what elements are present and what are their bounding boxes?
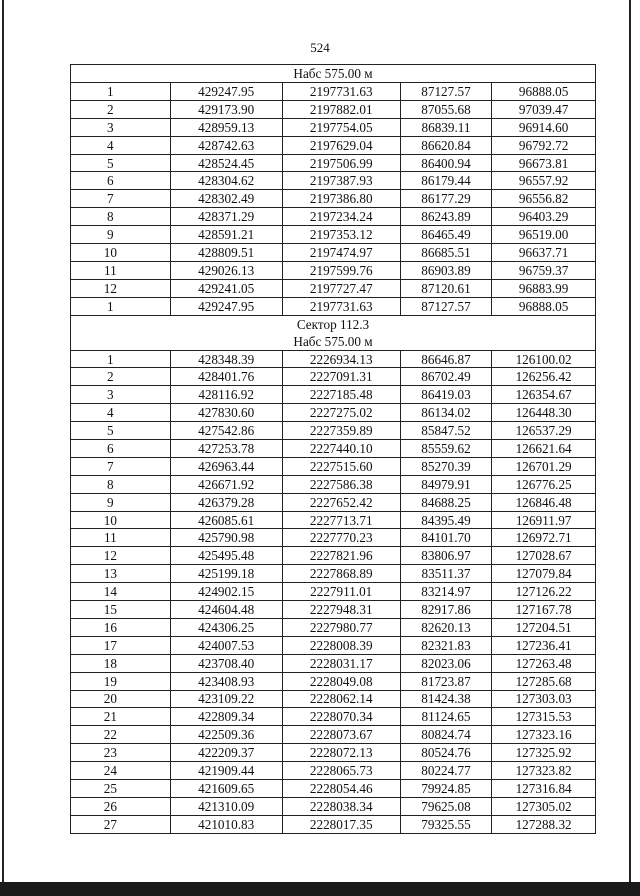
y-local-cell: 127323.82 xyxy=(492,762,596,780)
section-title-line: Сектор 112.3 xyxy=(296,316,370,332)
table-row xyxy=(71,368,596,386)
x-coordinate-cell: 428591.21 xyxy=(170,226,282,244)
y-coordinate-cell: 2197506.99 xyxy=(282,154,400,172)
point-number-cell: 6 xyxy=(71,440,171,458)
x-local-cell: 84979.91 xyxy=(400,475,491,493)
point-number-cell: 21 xyxy=(71,708,171,726)
point-number-cell: 6 xyxy=(71,172,171,190)
table-row xyxy=(71,672,596,690)
y-coordinate-cell: 2228062.14 xyxy=(282,690,400,708)
y-coordinate-cell: 2228038.34 xyxy=(282,797,400,815)
x-coordinate-cell: 424604.48 xyxy=(170,601,282,619)
y-coordinate-cell: 2228054.46 xyxy=(282,779,400,797)
x-coordinate-cell: 421010.83 xyxy=(170,815,282,833)
y-local-cell: 127263.48 xyxy=(492,654,596,672)
y-coordinate-cell: 2228031.17 xyxy=(282,654,400,672)
table-row xyxy=(71,208,596,226)
y-local-cell: 126537.29 xyxy=(492,422,596,440)
x-coordinate-cell: 423109.22 xyxy=(170,690,282,708)
table-row xyxy=(71,422,596,440)
table-row xyxy=(71,547,596,565)
y-local-cell: 127079.84 xyxy=(492,565,596,583)
y-coordinate-cell: 2227515.60 xyxy=(282,457,400,475)
y-coordinate-cell: 2226934.13 xyxy=(282,350,400,368)
y-coordinate-cell: 2228065.73 xyxy=(282,762,400,780)
point-number-cell: 18 xyxy=(71,654,171,672)
y-coordinate-cell: 2228072.13 xyxy=(282,744,400,762)
table-row xyxy=(71,226,596,244)
y-local-cell: 97039.47 xyxy=(492,100,596,118)
point-number-cell: 5 xyxy=(71,154,171,172)
point-number-cell: 14 xyxy=(71,583,171,601)
x-coordinate-cell: 428809.51 xyxy=(170,244,282,262)
point-number-cell: 7 xyxy=(71,190,171,208)
point-number-cell: 20 xyxy=(71,690,171,708)
table-row xyxy=(71,618,596,636)
table-row xyxy=(71,779,596,797)
point-number-cell: 27 xyxy=(71,815,171,833)
point-number-cell: 4 xyxy=(71,136,171,154)
table-row xyxy=(71,172,596,190)
point-number-cell: 9 xyxy=(71,493,171,511)
y-coordinate-cell: 2227652.42 xyxy=(282,493,400,511)
y-local-cell: 96556.82 xyxy=(492,190,596,208)
y-local-cell: 96403.29 xyxy=(492,208,596,226)
table-row xyxy=(71,475,596,493)
point-number-cell: 1 xyxy=(71,83,171,101)
x-local-cell: 86620.84 xyxy=(400,136,491,154)
y-local-cell: 127316.84 xyxy=(492,779,596,797)
point-number-cell: 2 xyxy=(71,368,171,386)
point-number-cell: 16 xyxy=(71,618,171,636)
x-coordinate-cell: 425495.48 xyxy=(170,547,282,565)
y-local-cell: 127323.16 xyxy=(492,726,596,744)
x-coordinate-cell: 429026.13 xyxy=(170,261,282,279)
x-local-cell: 86465.49 xyxy=(400,226,491,244)
table-row xyxy=(71,440,596,458)
section-header xyxy=(71,315,596,350)
y-local-cell: 127236.41 xyxy=(492,636,596,654)
x-coordinate-cell: 428304.62 xyxy=(170,172,282,190)
point-number-cell: 17 xyxy=(71,636,171,654)
x-local-cell: 81424.38 xyxy=(400,690,491,708)
point-number-cell: 3 xyxy=(71,118,171,136)
y-coordinate-cell: 2227948.31 xyxy=(282,601,400,619)
y-local-cell: 126701.29 xyxy=(492,457,596,475)
x-coordinate-cell: 429247.95 xyxy=(170,297,282,315)
x-coordinate-cell: 421609.65 xyxy=(170,779,282,797)
x-coordinate-cell: 426671.92 xyxy=(170,475,282,493)
x-local-cell: 79325.55 xyxy=(400,815,491,833)
point-number-cell: 9 xyxy=(71,226,171,244)
y-local-cell: 127204.51 xyxy=(492,618,596,636)
point-number-cell: 10 xyxy=(71,511,171,529)
table-row xyxy=(71,190,596,208)
x-local-cell: 84101.70 xyxy=(400,529,491,547)
table-row xyxy=(71,583,596,601)
y-coordinate-cell: 2197731.63 xyxy=(282,83,400,101)
table-row xyxy=(71,297,596,315)
point-number-cell: 1 xyxy=(71,297,171,315)
point-number-cell: 23 xyxy=(71,744,171,762)
y-coordinate-cell: 2227440.10 xyxy=(282,440,400,458)
x-local-cell: 86134.02 xyxy=(400,404,491,422)
point-number-cell: 8 xyxy=(71,475,171,493)
y-local-cell: 127325.92 xyxy=(492,744,596,762)
table-row xyxy=(71,100,596,118)
x-local-cell: 82321.83 xyxy=(400,636,491,654)
x-coordinate-cell: 428524.45 xyxy=(170,154,282,172)
y-local-cell: 126846.48 xyxy=(492,493,596,511)
table-row xyxy=(71,654,596,672)
x-local-cell: 82917.86 xyxy=(400,601,491,619)
section-title-line: Набс 575.00 м xyxy=(293,333,373,349)
y-coordinate-cell: 2197474.97 xyxy=(282,244,400,262)
y-coordinate-cell: 2197882.01 xyxy=(282,100,400,118)
x-coordinate-cell: 428371.29 xyxy=(170,208,282,226)
table-row xyxy=(71,404,596,422)
table-row xyxy=(71,244,596,262)
table-row xyxy=(71,636,596,654)
point-number-cell: 8 xyxy=(71,208,171,226)
x-local-cell: 86702.49 xyxy=(400,368,491,386)
y-local-cell: 127028.67 xyxy=(492,547,596,565)
y-local-cell: 127288.32 xyxy=(492,815,596,833)
section-title-line: Набс 575.00 м xyxy=(293,66,373,81)
x-coordinate-cell: 426085.61 xyxy=(170,511,282,529)
y-coordinate-cell: 2197731.63 xyxy=(282,297,400,315)
table-row xyxy=(71,261,596,279)
y-local-cell: 96883.99 xyxy=(492,279,596,297)
x-coordinate-cell: 425199.18 xyxy=(170,565,282,583)
x-coordinate-cell: 425790.98 xyxy=(170,529,282,547)
table-row xyxy=(71,726,596,744)
table-row xyxy=(71,797,596,815)
point-number-cell: 11 xyxy=(71,529,171,547)
x-local-cell: 86419.03 xyxy=(400,386,491,404)
x-local-cell: 80824.74 xyxy=(400,726,491,744)
table-row xyxy=(71,762,596,780)
table-row xyxy=(71,493,596,511)
x-local-cell: 86903.89 xyxy=(400,261,491,279)
x-coordinate-cell: 422809.34 xyxy=(170,708,282,726)
x-local-cell: 79924.85 xyxy=(400,779,491,797)
x-local-cell: 79625.08 xyxy=(400,797,491,815)
y-coordinate-cell: 2228017.35 xyxy=(282,815,400,833)
table-row xyxy=(71,136,596,154)
x-coordinate-cell: 427542.86 xyxy=(170,422,282,440)
point-number-cell: 1 xyxy=(71,350,171,368)
x-coordinate-cell: 427830.60 xyxy=(170,404,282,422)
table-row xyxy=(71,529,596,547)
y-local-cell: 126448.30 xyxy=(492,404,596,422)
x-local-cell: 82620.13 xyxy=(400,618,491,636)
x-local-cell: 80224.77 xyxy=(400,762,491,780)
x-local-cell: 86177.29 xyxy=(400,190,491,208)
x-coordinate-cell: 429241.05 xyxy=(170,279,282,297)
x-coordinate-cell: 426379.28 xyxy=(170,493,282,511)
x-coordinate-cell: 424007.53 xyxy=(170,636,282,654)
point-number-cell: 11 xyxy=(71,261,171,279)
point-number-cell: 26 xyxy=(71,797,171,815)
y-coordinate-cell: 2227586.38 xyxy=(282,475,400,493)
x-local-cell: 86839.11 xyxy=(400,118,491,136)
x-coordinate-cell: 422209.37 xyxy=(170,744,282,762)
x-local-cell: 86243.89 xyxy=(400,208,491,226)
x-local-cell: 84395.49 xyxy=(400,511,491,529)
point-number-cell: 7 xyxy=(71,457,171,475)
x-local-cell: 86179.44 xyxy=(400,172,491,190)
table-row xyxy=(71,744,596,762)
point-number-cell: 2 xyxy=(71,100,171,118)
x-coordinate-cell: 423408.93 xyxy=(170,672,282,690)
y-coordinate-cell: 2197629.04 xyxy=(282,136,400,154)
y-coordinate-cell: 2197234.24 xyxy=(282,208,400,226)
x-coordinate-cell: 428302.49 xyxy=(170,190,282,208)
y-local-cell: 96673.81 xyxy=(492,154,596,172)
table-row xyxy=(71,457,596,475)
y-local-cell: 126354.67 xyxy=(492,386,596,404)
x-coordinate-cell: 428116.92 xyxy=(170,386,282,404)
x-local-cell: 87120.61 xyxy=(400,279,491,297)
y-local-cell: 96759.37 xyxy=(492,261,596,279)
point-number-cell: 15 xyxy=(71,601,171,619)
x-local-cell: 80524.76 xyxy=(400,744,491,762)
x-coordinate-cell: 426963.44 xyxy=(170,457,282,475)
x-coordinate-cell: 424902.15 xyxy=(170,583,282,601)
table-row xyxy=(71,83,596,101)
y-local-cell: 96914.60 xyxy=(492,118,596,136)
y-coordinate-cell: 2228008.39 xyxy=(282,636,400,654)
table-row xyxy=(71,708,596,726)
y-local-cell: 126972.71 xyxy=(492,529,596,547)
x-local-cell: 85270.39 xyxy=(400,457,491,475)
point-number-cell: 10 xyxy=(71,244,171,262)
page-number: 524 xyxy=(310,40,330,55)
point-number-cell: 13 xyxy=(71,565,171,583)
x-local-cell: 85559.62 xyxy=(400,440,491,458)
x-coordinate-cell: 421909.44 xyxy=(170,762,282,780)
y-coordinate-cell: 2197599.76 xyxy=(282,261,400,279)
x-local-cell: 85847.52 xyxy=(400,422,491,440)
x-coordinate-cell: 421310.09 xyxy=(170,797,282,815)
x-local-cell: 83214.97 xyxy=(400,583,491,601)
x-coordinate-cell: 422509.36 xyxy=(170,726,282,744)
y-coordinate-cell: 2227091.31 xyxy=(282,368,400,386)
table-row xyxy=(71,601,596,619)
table-row xyxy=(71,565,596,583)
point-number-cell: 4 xyxy=(71,404,171,422)
x-local-cell: 86685.51 xyxy=(400,244,491,262)
y-local-cell: 126776.25 xyxy=(492,475,596,493)
y-coordinate-cell: 2227911.01 xyxy=(282,583,400,601)
y-coordinate-cell: 2227821.96 xyxy=(282,547,400,565)
y-coordinate-cell: 2227868.89 xyxy=(282,565,400,583)
y-local-cell: 127303.03 xyxy=(492,690,596,708)
y-coordinate-cell: 2227980.77 xyxy=(282,618,400,636)
x-coordinate-cell: 428401.76 xyxy=(170,368,282,386)
x-local-cell: 81723.87 xyxy=(400,672,491,690)
point-number-cell: 24 xyxy=(71,762,171,780)
coordinates-table xyxy=(70,64,596,834)
y-local-cell: 126256.42 xyxy=(492,368,596,386)
table-row xyxy=(71,154,596,172)
scan-bottom-edge xyxy=(0,882,640,896)
point-number-cell: 22 xyxy=(71,726,171,744)
table-row xyxy=(71,279,596,297)
table-row xyxy=(71,386,596,404)
x-coordinate-cell: 423708.40 xyxy=(170,654,282,672)
section-header-row xyxy=(71,315,596,350)
y-local-cell: 127167.78 xyxy=(492,601,596,619)
y-local-cell: 127305.02 xyxy=(492,797,596,815)
x-local-cell: 81124.65 xyxy=(400,708,491,726)
point-number-cell: 12 xyxy=(71,279,171,297)
x-local-cell: 87055.68 xyxy=(400,100,491,118)
y-coordinate-cell: 2228049.08 xyxy=(282,672,400,690)
x-local-cell: 83806.97 xyxy=(400,547,491,565)
coordinates-table-body xyxy=(71,65,596,834)
table-row xyxy=(71,511,596,529)
y-coordinate-cell: 2197353.12 xyxy=(282,226,400,244)
y-coordinate-cell: 2197387.93 xyxy=(282,172,400,190)
y-local-cell: 96557.92 xyxy=(492,172,596,190)
y-coordinate-cell: 2227713.71 xyxy=(282,511,400,529)
y-coordinate-cell: 2228073.67 xyxy=(282,726,400,744)
point-number-cell: 12 xyxy=(71,547,171,565)
x-local-cell: 87127.57 xyxy=(400,297,491,315)
x-coordinate-cell: 428742.63 xyxy=(170,136,282,154)
y-coordinate-cell: 2227359.89 xyxy=(282,422,400,440)
point-number-cell: 19 xyxy=(71,672,171,690)
y-coordinate-cell: 2227770.23 xyxy=(282,529,400,547)
x-local-cell: 82023.06 xyxy=(400,654,491,672)
y-local-cell: 96888.05 xyxy=(492,297,596,315)
section-header xyxy=(71,65,596,83)
table-row xyxy=(71,350,596,368)
table-row xyxy=(71,118,596,136)
y-coordinate-cell: 2228070.34 xyxy=(282,708,400,726)
x-local-cell: 86646.87 xyxy=(400,350,491,368)
y-local-cell: 96637.71 xyxy=(492,244,596,262)
x-local-cell: 87127.57 xyxy=(400,83,491,101)
y-coordinate-cell: 2227185.48 xyxy=(282,386,400,404)
x-local-cell: 84688.25 xyxy=(400,493,491,511)
y-local-cell: 126100.02 xyxy=(492,350,596,368)
x-coordinate-cell: 428348.39 xyxy=(170,350,282,368)
x-local-cell: 86400.94 xyxy=(400,154,491,172)
x-coordinate-cell: 429173.90 xyxy=(170,100,282,118)
y-coordinate-cell: 2197727.47 xyxy=(282,279,400,297)
section-header-row xyxy=(71,65,596,83)
point-number-cell: 5 xyxy=(71,422,171,440)
y-local-cell: 126621.64 xyxy=(492,440,596,458)
table-row xyxy=(71,690,596,708)
y-local-cell: 96792.72 xyxy=(492,136,596,154)
y-local-cell: 127285.68 xyxy=(492,672,596,690)
y-local-cell: 127126.22 xyxy=(492,583,596,601)
x-local-cell: 83511.37 xyxy=(400,565,491,583)
x-coordinate-cell: 424306.25 xyxy=(170,618,282,636)
y-local-cell: 126911.97 xyxy=(492,511,596,529)
x-coordinate-cell: 428959.13 xyxy=(170,118,282,136)
table-row xyxy=(71,815,596,833)
y-local-cell: 96519.00 xyxy=(492,226,596,244)
x-coordinate-cell: 429247.95 xyxy=(170,83,282,101)
y-coordinate-cell: 2197754.05 xyxy=(282,118,400,136)
y-coordinate-cell: 2197386.80 xyxy=(282,190,400,208)
y-local-cell: 96888.05 xyxy=(492,83,596,101)
y-local-cell: 127315.53 xyxy=(492,708,596,726)
y-coordinate-cell: 2227275.02 xyxy=(282,404,400,422)
x-coordinate-cell: 427253.78 xyxy=(170,440,282,458)
point-number-cell: 25 xyxy=(71,779,171,797)
point-number-cell: 3 xyxy=(71,386,171,404)
